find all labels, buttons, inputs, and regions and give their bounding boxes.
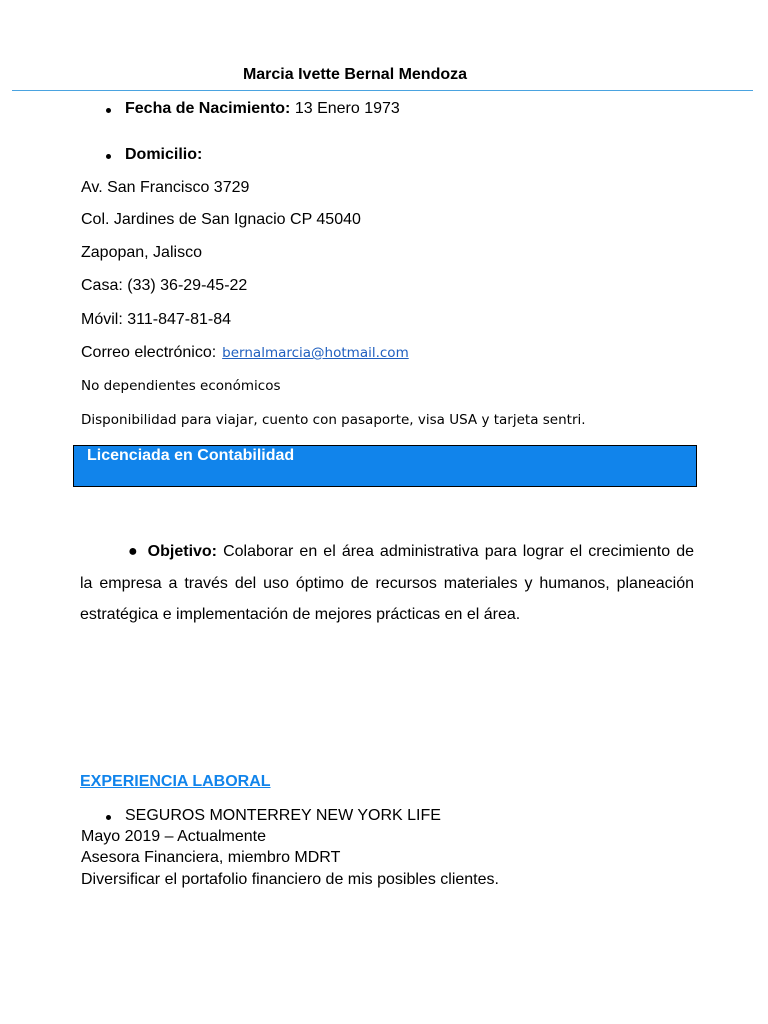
mobile-phone: Móvil: 311-847-81-84 — [81, 311, 232, 328]
job-company: SEGUROS MONTERREY NEW YORK LIFE — [125, 807, 441, 824]
dependents-note: No dependientes económicos — [81, 378, 281, 394]
candidate-name: Marcia Ivette Bernal Mendoza — [242, 66, 468, 83]
travel-note: Disponibilidad para viajar, cuento con pasaporte, visa USA y tarjeta sentri. — [81, 412, 586, 428]
profession-title: Licenciada en Contabilidad — [87, 447, 295, 464]
bullet-icon: ● — [128, 543, 138, 560]
birth-date-item — [125, 100, 400, 118]
address-neighborhood: Col. Jardines de San Ignacio CP 45040 — [81, 211, 361, 228]
birth-date-label: Fecha de Nacimiento: — [125, 100, 291, 117]
birth-date-value: 13 Enero 1973 — [294, 100, 400, 117]
bullet-icon — [106, 154, 111, 159]
objective-label: Objetivo: — [147, 543, 218, 560]
address-label: Domicilio: — [125, 146, 203, 163]
address-city: Zapopan, Jalisco — [81, 244, 202, 261]
job-role: Asesora Financiera, miembro MDRT — [81, 849, 341, 866]
objective-paragraph — [80, 536, 694, 631]
job-period: Mayo 2019 – Actualmente — [81, 828, 267, 845]
address-item — [125, 146, 202, 164]
objective-text: Colaborar en el área administrativa para lograr el crecimiento de la empresa a través del uso óptimo de recursos materiales y humanos, planeación estratégica e implementación de mejores prácticas en el área. — [80, 543, 694, 623]
job-description: Diversificar el portafolio financiero de mis posibles clientes. — [81, 871, 499, 888]
profession-banner — [73, 445, 697, 487]
job-company-item — [125, 807, 441, 825]
home-phone: Casa: (33) 36-29-45-22 — [81, 277, 248, 294]
email-line — [81, 344, 409, 362]
bullet-icon — [106, 815, 111, 820]
experience-section-title: EXPERIENCIA LABORAL — [80, 773, 271, 790]
bullet-icon — [106, 108, 111, 113]
email-link[interactable]: bernalmarcia@hotmail.com — [222, 345, 409, 361]
address-street: Av. San Francisco 3729 — [81, 179, 250, 196]
email-label: Correo electrónico: — [81, 344, 217, 361]
header-divider — [12, 90, 753, 91]
